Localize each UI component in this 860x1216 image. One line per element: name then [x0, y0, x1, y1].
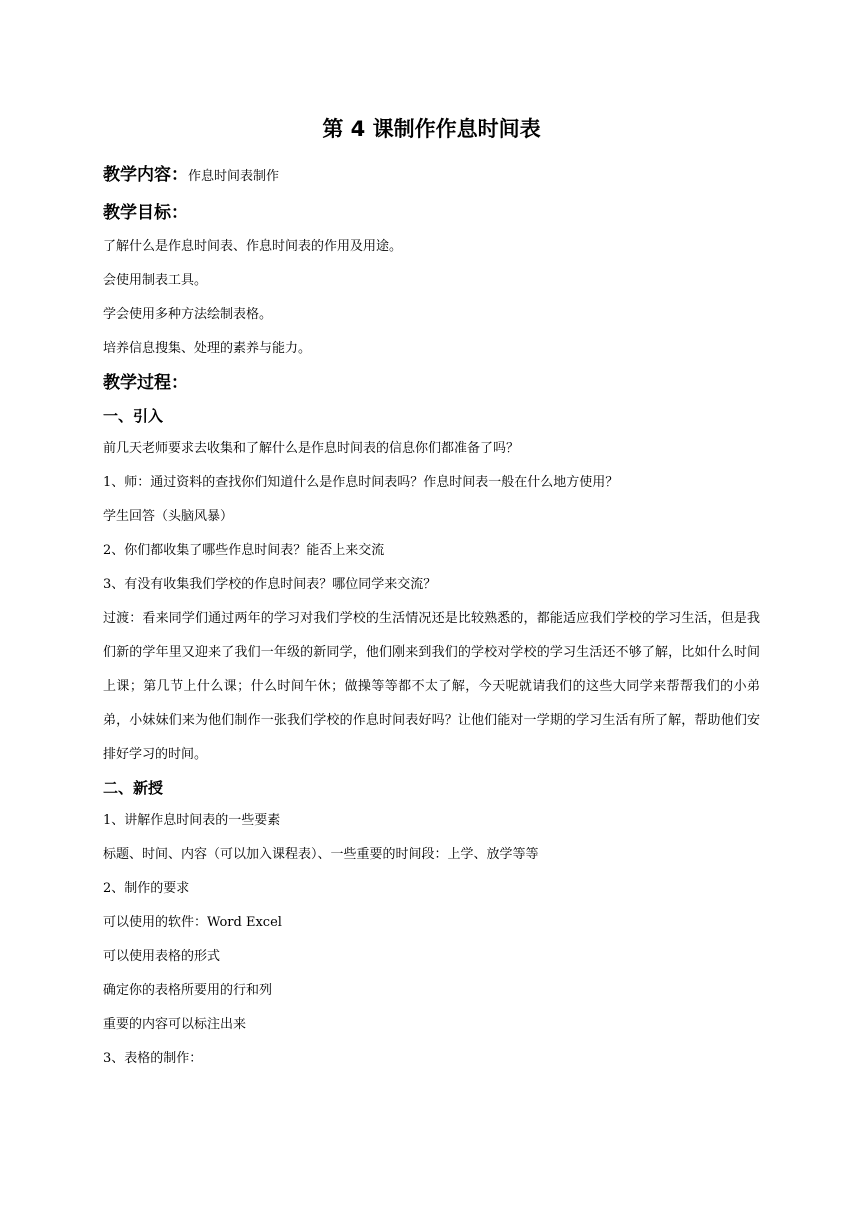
objective-item: 了解什么是作息时间表、作息时间表的作用及用途。	[103, 239, 403, 254]
intro-line: 1、师：通过资料的查找你们知道什么是作息时间表吗？作息时间表一般在什么地方使用？	[103, 475, 619, 490]
intro-line: 3、有没有收集我们学校的作息时间表？哪位同学来交流？	[103, 577, 437, 592]
process-heading: 教学过程：	[103, 373, 188, 393]
new-lesson-line: 标题、时间、内容（可以加入课程表）、一些重要的时间段：上学、放学等等	[103, 847, 539, 862]
new-lesson-heading: 二、新授	[103, 779, 164, 797]
new-lesson-line: 2、制作的要求	[103, 881, 190, 896]
document-page	[103, 112, 760, 1076]
teaching-content-value: 作息时间表制作	[188, 169, 280, 184]
intro-heading: 一、引入	[103, 407, 164, 425]
transition-paragraph: 过渡：看来同学们通过两年的学习对我们学校的生活情况还是比较熟悉的，都能适应我们学校的学习生活，但是我们新的学年里又迎来了我们一年级的新同学，他们刚来到我们的学校对学校的学习生活还不够了解，比如什么时间上课；第几节上什么课；什么时间午休；做操等等都不太了解，今天呢就请我们的这些大同学来帮帮我们的小弟弟，小妹妹们来为他们制作一张我们学校的作息时间表好吗？让他们能对一学期的学习生活有所了解，帮助他们安排好学习的时间。	[103, 611, 760, 762]
objectives-heading: 教学目标：	[103, 203, 188, 223]
intro-line: 学生回答（头脑风暴）	[103, 509, 234, 524]
new-lesson-line: 可以使用表格的形式	[103, 949, 221, 964]
new-lesson-line: 重要的内容可以标注出来	[103, 1017, 247, 1032]
objective-item: 会使用制表工具。	[103, 273, 208, 288]
objective-item: 培养信息搜集、处理的素养与能力。	[103, 341, 312, 356]
objective-item: 学会使用多种方法绘制表格。	[103, 307, 273, 322]
new-lesson-line: 1、讲解作息时间表的一些要素	[103, 813, 281, 828]
intro-line: 2、你们都收集了哪些作息时间表？能否上来交流	[103, 543, 385, 558]
new-lesson-line: 确定你的表格所要用的行和列	[103, 983, 273, 998]
document-title: 第 4 课制作作息时间表	[322, 117, 541, 141]
teaching-content-heading	[103, 158, 760, 192]
new-lesson-line: 可以使用的软件：Word Excel	[103, 915, 282, 930]
new-lesson-line: 3、表格的制作：	[103, 1051, 203, 1066]
teaching-content-label: 教学内容：	[103, 165, 188, 185]
intro-line: 前几天老师要求去收集和了解什么是作息时间表的信息你们都准备了吗？	[103, 441, 520, 456]
